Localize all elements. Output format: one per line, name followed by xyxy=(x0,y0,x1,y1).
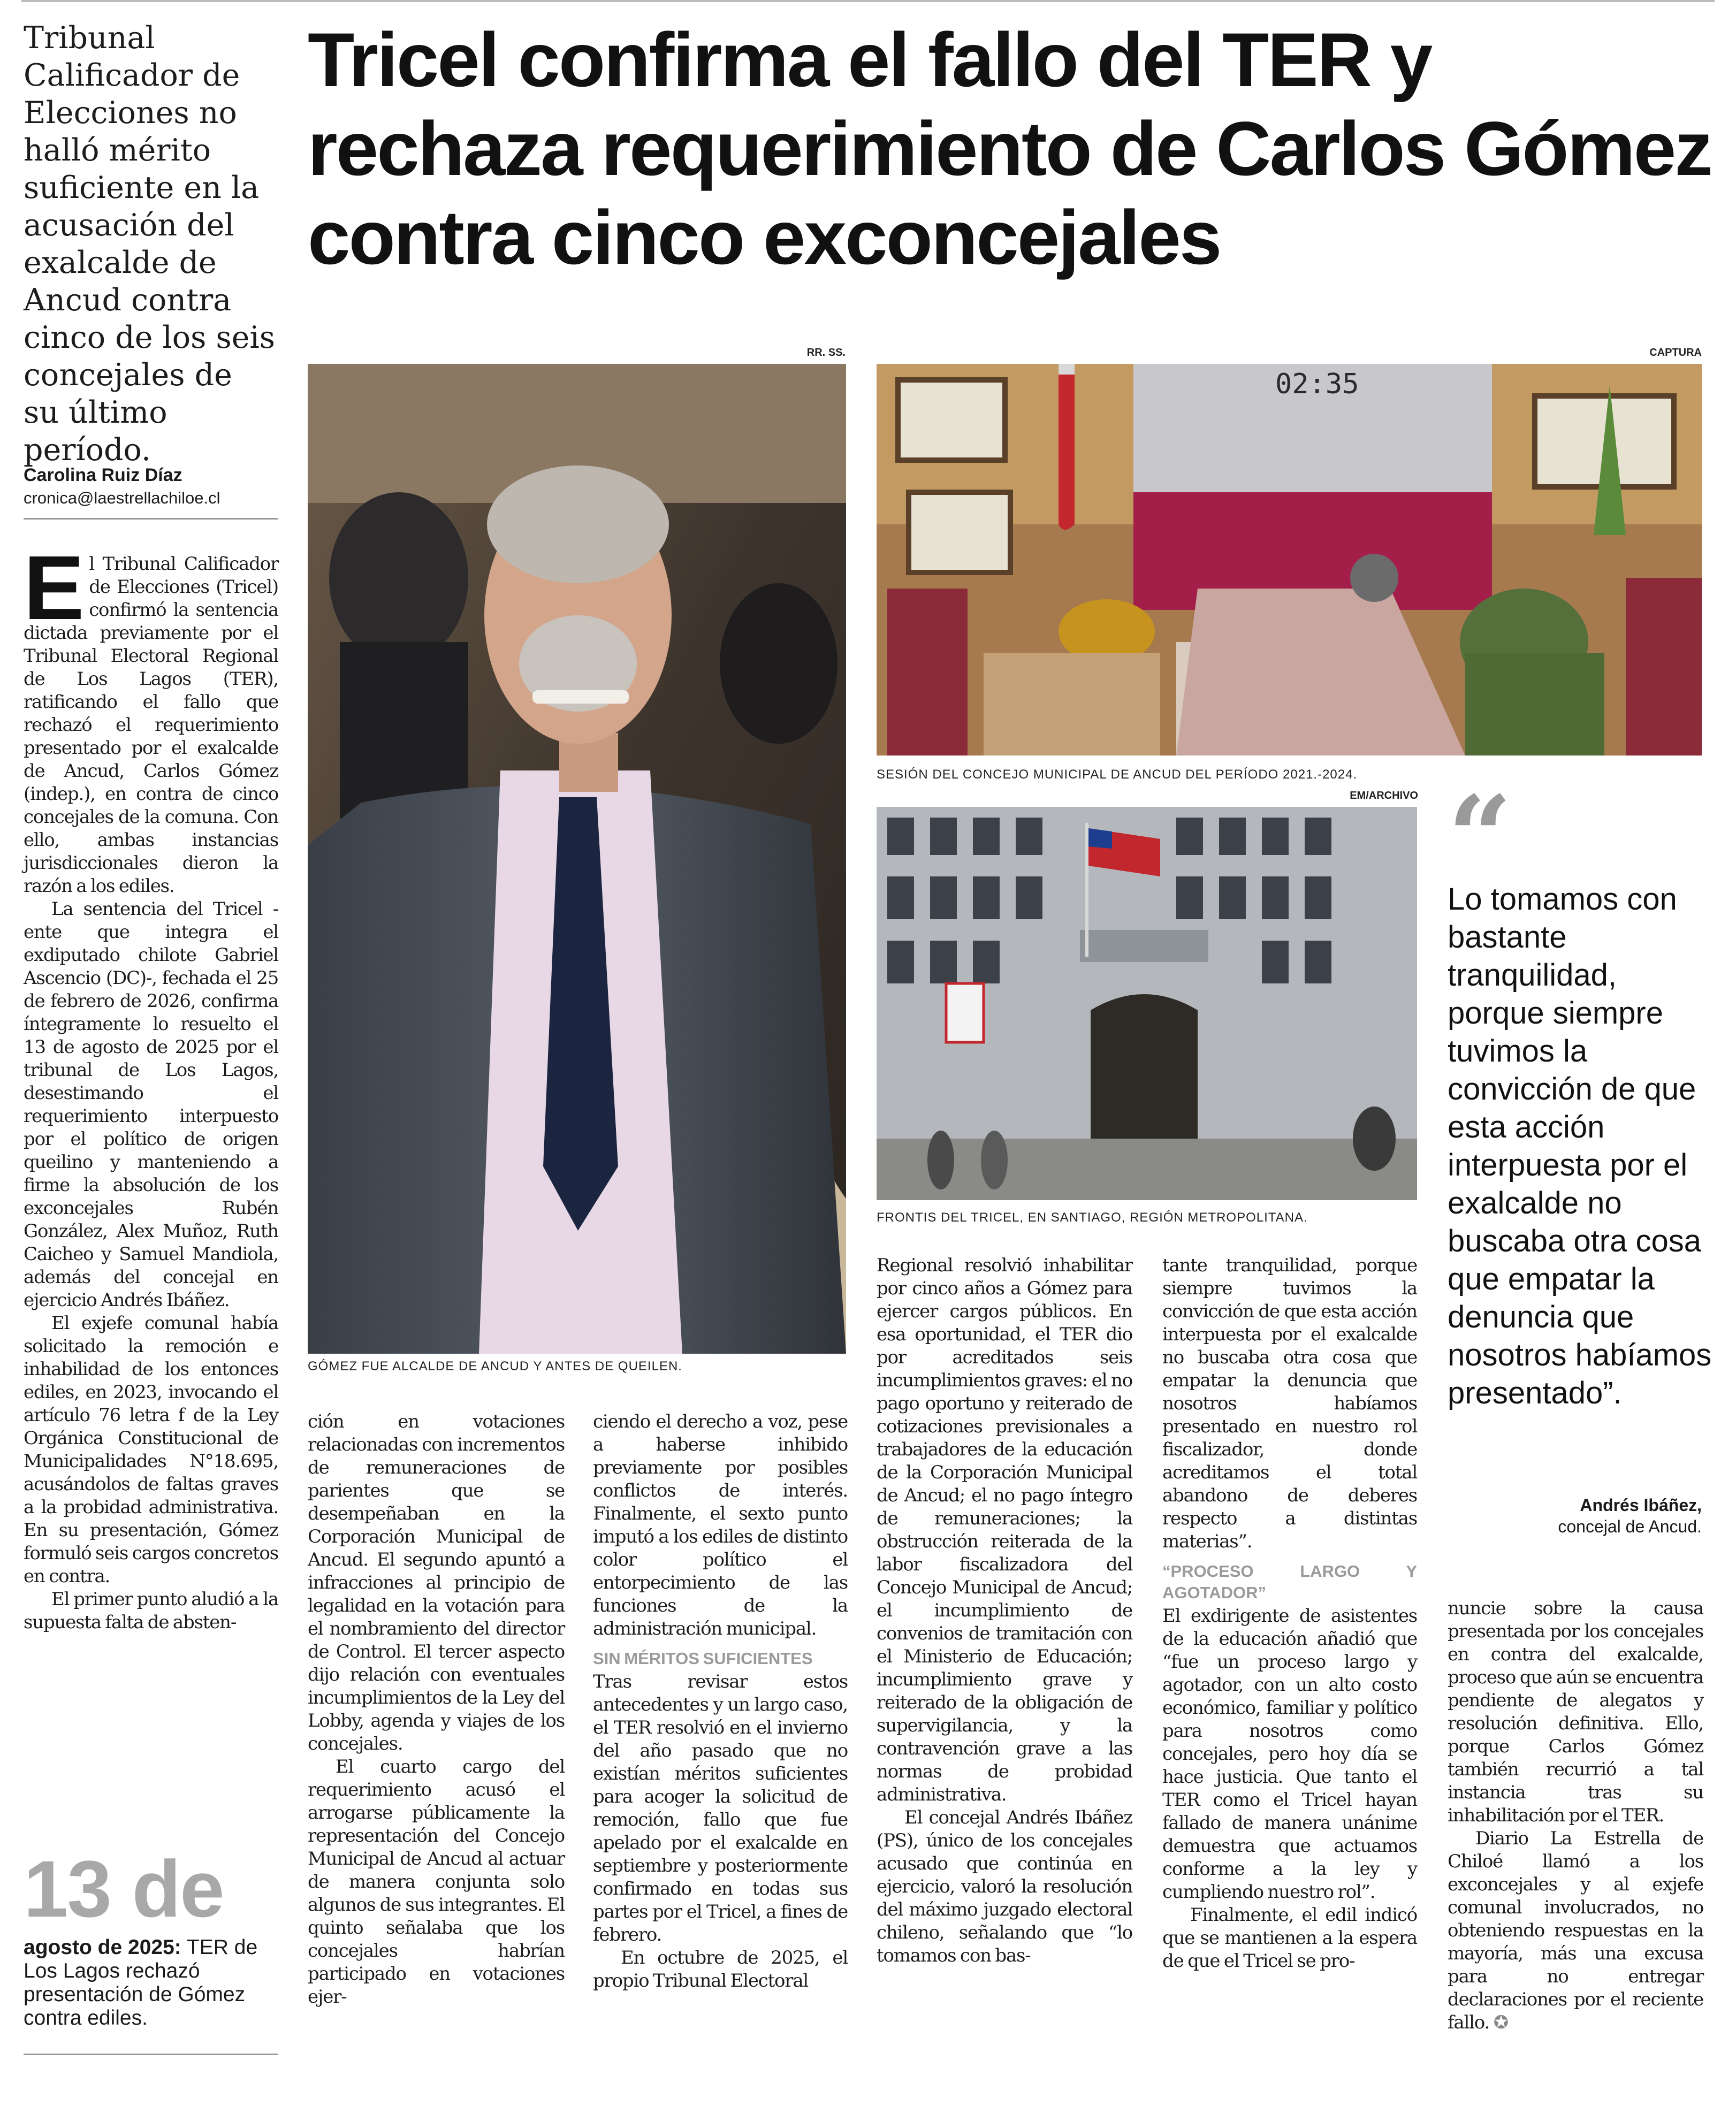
article-deck: Tribunal Calificador de Elecciones no halló mérito suficiente en la acusación del exalcalde de Ancud contra cinco de los seis concejales de su último período. xyxy=(24,20,275,468)
fact-highlight: 13 de xyxy=(24,1844,224,1934)
paragraph: La sentencia del Tricel - ente que integra el exdiputado chilote Gabriel Ascencio (DC)-, fechada el 25 de febrero de 2026, confirma íntegramente lo resuelto el 13 de agosto de 2025 por el tribunal de Los Lagos, desestimando el requerimiento interpuesto por el político de origen queilino y manteniendo a firme la absolución de los exconcejales Rubén González, Alex Muñoz, Ruth Caicheo y Samuel Mandiola, además del concejal en ejercicio Andrés Ibáñez. xyxy=(24,898,278,1311)
body-column-2 xyxy=(308,1410,565,2009)
screen-clock: 02:35 xyxy=(1275,368,1359,400)
byline xyxy=(24,463,280,509)
paragraph: Tras revisar estos antecedentes y un largo caso, el TER resolvió en el invierno del año pasado que no existían méritos suficientes para acoger la solicitud de remoción, fallo que fue apelado por el exalcalde en septiembre y posteriormente confirmado en todas sus partes por el Tricel, a fines de febrero. xyxy=(593,1671,848,1945)
paragraph: El Tribunal Calificador de Elecciones (Tricel) confirmó la sentencia dictada previamente por el Tribunal Electoral Regional de Los Lagos (TER), ratificando el fallo que rechazó el requerimiento presentado por el exalcalde de Ancud, Carlos Gómez (indep.), en contra de cinco concejales de la comuna. Con ello, ambas instancias jurisdiccionales dieron la razón a los ediles. xyxy=(24,537,278,897)
paragraph: tante tranquilidad, porque siempre tuvimos la convicción de que esta acción interpuesta por el exalcalde no buscaba otra cosa que empatar la denuncia que nosotros habíamos presentado en nuestro rol fiscalizador, donde acreditamos el total abandono de deberes respecto a distintas materias”. xyxy=(1162,1255,1417,1552)
portrait-credit: RR. SS. xyxy=(806,347,846,358)
paragraph: Finalmente, el edil indicó que se mantienen a la espera de que el Tricel se pro- xyxy=(1162,1904,1417,1972)
portrait-caption: GÓMEZ FUE ALCALDE DE ANCUD Y ANTES DE QUEILEN. xyxy=(308,1359,682,1374)
quote-attribution xyxy=(1445,1494,1702,1537)
body-column-5 xyxy=(1162,1254,1417,1973)
drop-cap: E xyxy=(24,537,84,639)
paragraph: El cuarto cargo del requerimiento acusó el arrogarse públicamente la representación del Concejo Municipal de Ancud al actuar de manera conjunta solo algunos de sus integrantes. El quinto señalaba que los concejales habrían participado en votaciones ejer- xyxy=(308,1756,565,2008)
building-credit: EM/ARCHIVO xyxy=(1350,790,1418,802)
paragraph: Diario La Estrella de Chiloé llamó a los exconcejales y al exjefe comunal involucrados, no obteniendo respuestas en la mayoría, más una excusa para no entregar declaraciones por el reciente fallo. ✪ xyxy=(1448,1828,1703,2033)
fact-text xyxy=(24,1936,280,2030)
pull-quote: Lo tomamos con bastante tranquilidad, porque siempre tuvimos la convicción de que esta acción interpuesta por el exalcalde no buscaba otra cosa que empatar la denuncia que nosotros habíamos presentado”. xyxy=(1448,882,1712,1410)
byline-divider xyxy=(24,518,278,520)
fact-description: TER de Los Lagos rechazó presentación de Gómez contra ediles. xyxy=(24,1936,258,2029)
quote-author-role: concejal de Ancud. xyxy=(1558,1517,1702,1536)
paragraph: El exjefe comunal había solicitado la remoción e inhabilidad de los entonces ediles, en 2023, invocando el artículo 76 letra f de la Ley Orgánica Constitucional de Municipalidades N°18.695, acusándolos de faltas graves a la probidad administrativa. En su presentación, Gómez formuló seis cargos concretos en contra. xyxy=(24,1313,278,1587)
paragraph: El primer punto aludió a la supuesta falta de absten- xyxy=(24,1589,278,1633)
building-photo xyxy=(877,807,1417,1200)
top-rule xyxy=(21,0,1715,2)
body-column-4 xyxy=(877,1254,1132,1967)
fact-divider xyxy=(24,2054,278,2055)
paragraph: Regional resolvió inhabilitar por cinco años a Gómez para ejercer cargos públicos. En esa oportunidad, el TER dio por acreditados seis incumplimientos graves: el no pago oportuno y reiterado de cotizaciones previsionales a trabajadores de la educación de la Corporación Municipal de Ancud; el no pago íntegro de remuneraciones; la obstrucción reiterada de la labor fiscalizadora del Concejo Municipal de Ancud; el incumplimiento de convenios de tramitación con el Ministerio de Educación; incumplimiento grave y reiterado de la obligación de supervigilancia, y la contravención grave a las normas de probidad administrativa. xyxy=(877,1255,1132,1805)
subheading: “PROCESO LARGO Y AGOTADOR” xyxy=(1162,1562,1417,1602)
portrait-photo xyxy=(308,364,846,1354)
building-caption: FRONTIS DEL TRICEL, EN SANTIAGO, REGIÓN METROPOLITANA. xyxy=(877,1210,1308,1225)
headline: Tricel confirma el fallo del TER y rechaza requerimiento de Carlos Gómez contra cinco exconcejales xyxy=(308,18,1711,280)
quote-mark-icon: “ xyxy=(1448,771,1512,903)
quote-author-name: Andrés Ibáñez, xyxy=(1580,1495,1702,1515)
session-credit: CAPTURA xyxy=(1649,347,1702,358)
paragraph: ción en votaciones relacionadas con incrementos de remuneraciones de parientes que se desempeñaban en la Corporación Municipal de Ancud. El segundo apuntó a infracciones al principio de legalidad en la votación para el nombramiento del director de Control. El tercer aspecto dijo relación con eventuales incumplimientos de la Ley del Lobby, agenda y viajes de los concejales. xyxy=(308,1411,565,1754)
paragraph: nuncie sobre la causa presentada por los concejales en contra del exalcalde, proceso que aún se encuentra pendiente de alegatos y resolución definitiva. Ello, porque Carlos Gómez también recurrió a tal instancia tras su inhabilitación por el TER. xyxy=(1448,1598,1703,1826)
body-column-6 xyxy=(1448,1597,1703,2034)
author-name: Carolina Ruiz Díaz xyxy=(24,465,182,485)
session-caption: SESIÓN DEL CONCEJO MUNICIPAL DE ANCUD DEL PERÍODO 2021.-2024. xyxy=(877,767,1358,782)
end-mark-icon: ✪ xyxy=(1493,2012,1508,2033)
author-email[interactable]: cronica@laestrellachiloe.cl xyxy=(24,489,220,507)
body-column-3 xyxy=(593,1410,848,1993)
subheading: SIN MÉRITOS SUFICIENTES xyxy=(593,1649,813,1668)
session-photo xyxy=(877,364,1702,756)
body-column-1 xyxy=(24,537,278,1634)
paragraph: ciendo el derecho a voz, pese a haberse inhibido previamente por posibles conflictos de interés. Finalmente, el sexto punto imputó a los ediles de distinto color político el entorpecimiento de las funciones de la administración municipal. xyxy=(593,1411,848,1639)
paragraph: El exdirigente de asistentes de la educación añadió que “fue un proceso largo y agotador, con un alto costo económico, familiar y político para nosotros como concejales, pero hoy día se hace justicia. Que tanto el TER como el Tricel hayan fallado de manera unánime demuestra que actuamos conforme a la ley y cumpliendo nuestro rol”. xyxy=(1162,1605,1417,1903)
paragraph: El concejal Andrés Ibáñez (PS), único de los concejales acusado que continúa en ejercicio, valoró la resolución del máximo juzgado electoral chileno, señalando que “lo tomamos con bas- xyxy=(877,1807,1132,1966)
paragraph: En octubre de 2025, el propio Tribunal Electoral xyxy=(593,1947,848,1991)
fact-date: agosto de 2025: xyxy=(24,1936,181,1959)
